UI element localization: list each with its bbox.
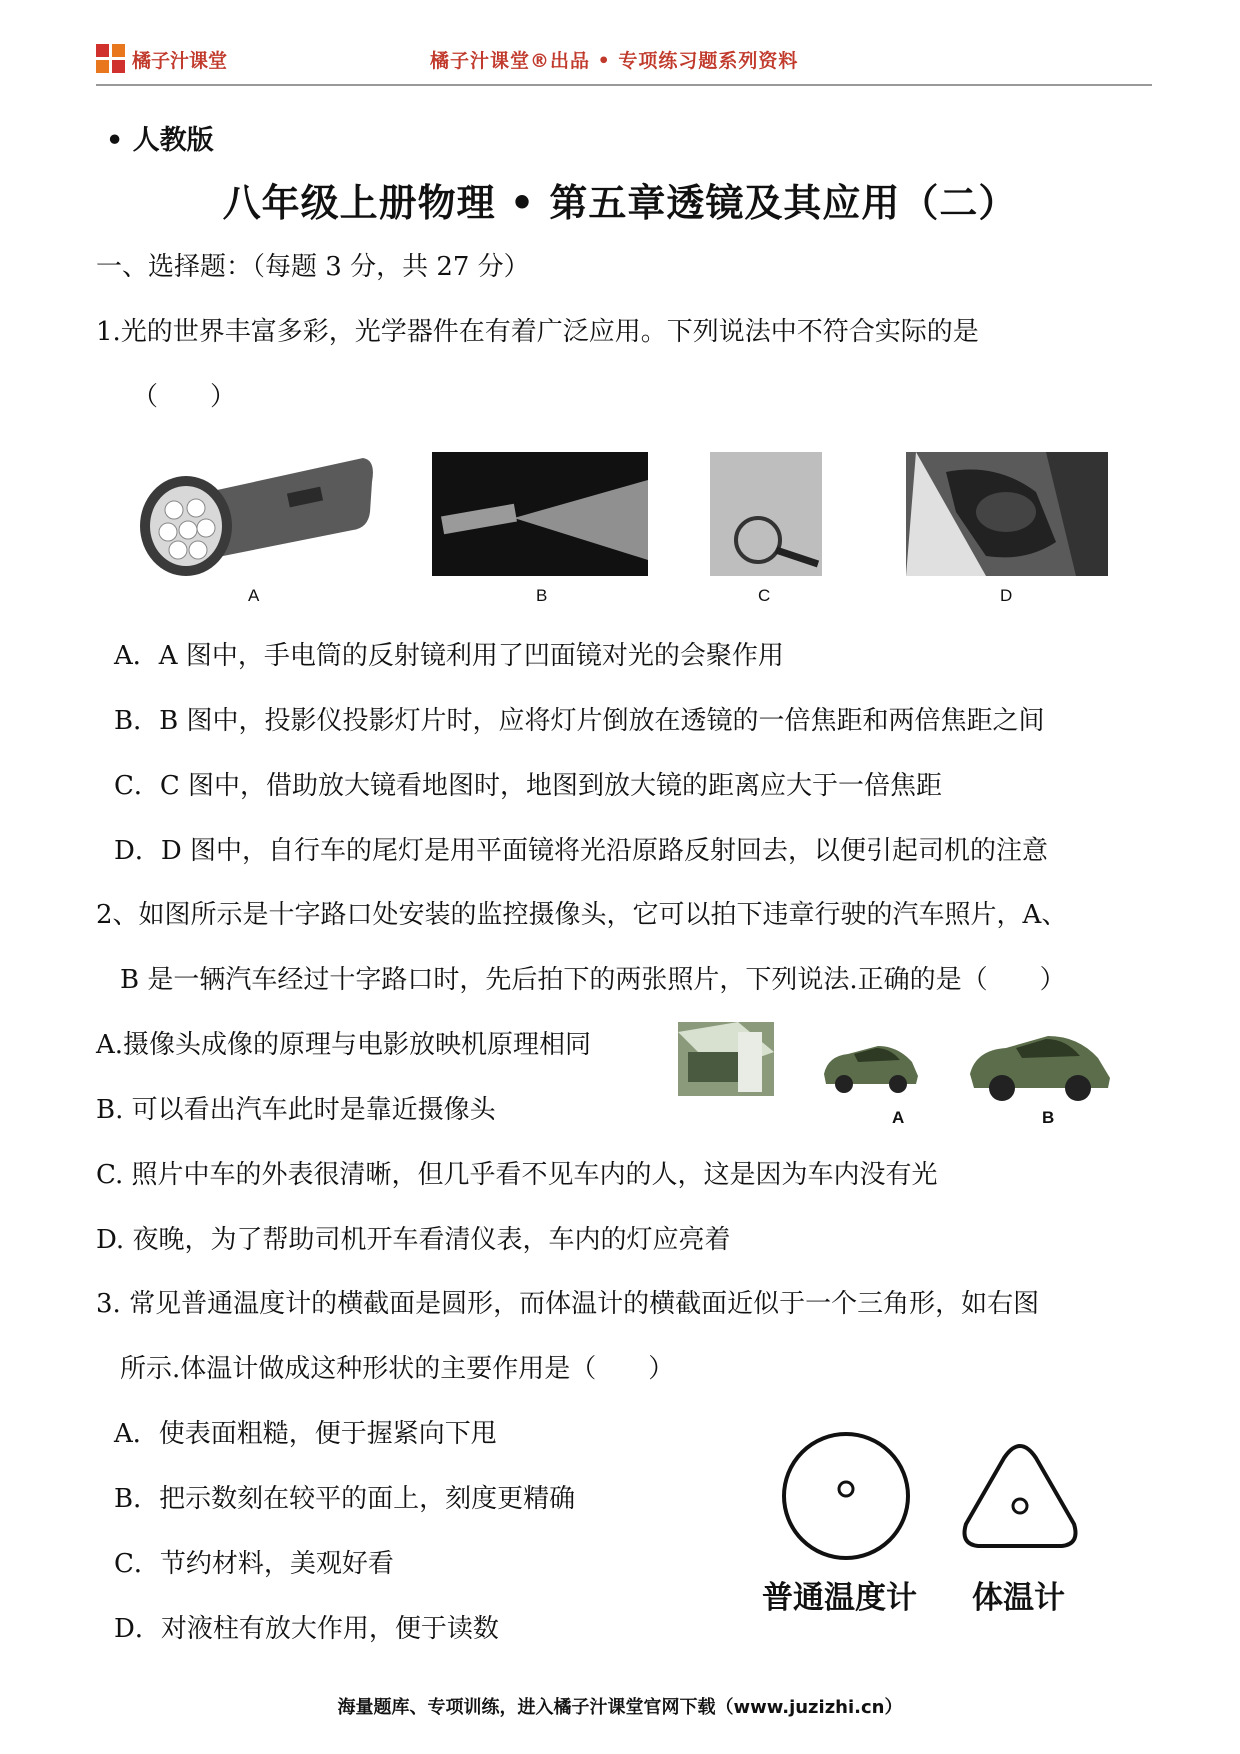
q1-option-d: D．D 图中，自行车的尾灯是用平面镜将光沿原路反射回去，以便引起司机的注意 [114,836,1048,866]
flashlight-image [138,452,378,582]
brand-name: 橘子汁课堂 [132,50,228,72]
q3-option-c: C．节约材料，美观好看 [114,1549,394,1579]
q1-figure-label-c: C [758,586,771,605]
q1-figure-label-b: B [536,586,548,605]
q2-option-c: C. 照片中车的外表很清晰，但几乎看不见车内的人，这是因为车内没有光 [96,1160,938,1190]
q3-option-b: B．把示数刻在较平的面上，刻度更精确 [114,1484,576,1514]
q2-option-a: A.摄像头成像的原理与电影放映机原理相同 [96,1030,592,1060]
q3-option-a: A．使表面粗糙，便于握紧向下甩 [114,1419,497,1449]
q1-figure-label-a: A [248,586,260,605]
q1-option-a: A．A 图中，手电筒的反射镜利用了凹面镜对光的会聚作用 [114,641,784,671]
magnifier-image [710,452,822,576]
edition-label: • 人教版 [106,125,214,156]
q3-option-d: D．对液柱有放大作用，便于读数 [114,1614,499,1644]
car-photo-a [818,1040,922,1096]
page-title: 八年级上册物理 • 第五章透镜及其应用（二） [222,181,1018,225]
q1-figure-label-d: D [1000,586,1013,605]
ordinary-thermometer-label: 普通温度计 [762,1580,917,1616]
clinical-thermometer-section-icon [958,1440,1082,1554]
header-title: 橘子汁课堂®出品 • 专项练习题系列资料 [430,50,799,72]
q1-stem-line1: 1.光的世界丰富多彩，光学器件在有着广泛应用。下列说法中不符合实际的是 [96,317,979,347]
surveillance-camera-image [678,1022,774,1096]
header-divider [96,84,1152,86]
projector-image [432,452,648,576]
section-heading: 一、选择题：（每题 3 分，共 27 分） [96,252,530,282]
q2-option-b: B. 可以看出汽车此时是靠近摄像头 [96,1095,496,1125]
q2-figure-label-b: B [1042,1108,1055,1127]
q2-figure-label-a: A [892,1108,905,1127]
q3-stem-line1: 3. 常见普通温度计的横截面是圆形，而体温计的横截面近似于一个三角形，如右图 [96,1289,1040,1319]
footer-text: 海量题库、专项训练，进入橘子汁课堂官网下载（www.juzizhi.cn） [337,1697,903,1718]
q2-stem-line2: B 是一辆汽车经过十字路口时，先后拍下的两张照片，下列说法.正确的是（ ） [120,965,1066,995]
bicycle-taillight-image [906,452,1108,576]
ordinary-thermometer-section-icon [776,1426,916,1566]
q3-stem-line2: 所示.体温计做成这种形状的主要作用是（ ） [120,1354,675,1384]
q1-answer-blank: （ ） [132,382,237,412]
q2-stem-line1: 2、如图所示是十字路口处安装的监控摄像头，它可以拍下违章行驶的汽车照片，A、 [96,900,1068,930]
clinical-thermometer-label: 体温计 [972,1580,1065,1616]
q2-option-d: D. 夜晚，为了帮助司机开车看清仪表，车内的灯应亮着 [96,1225,731,1255]
q1-option-b: B．B 图中，投影仪投影灯片时，应将灯片倒放在透镜的一倍焦距和两倍焦距之间 [114,706,1045,736]
car-photo-b [964,1028,1114,1104]
brand-logo-icon [96,44,126,74]
q1-option-c: C．C 图中，借助放大镜看地图时，地图到放大镜的距离应大于一倍焦距 [114,771,943,801]
